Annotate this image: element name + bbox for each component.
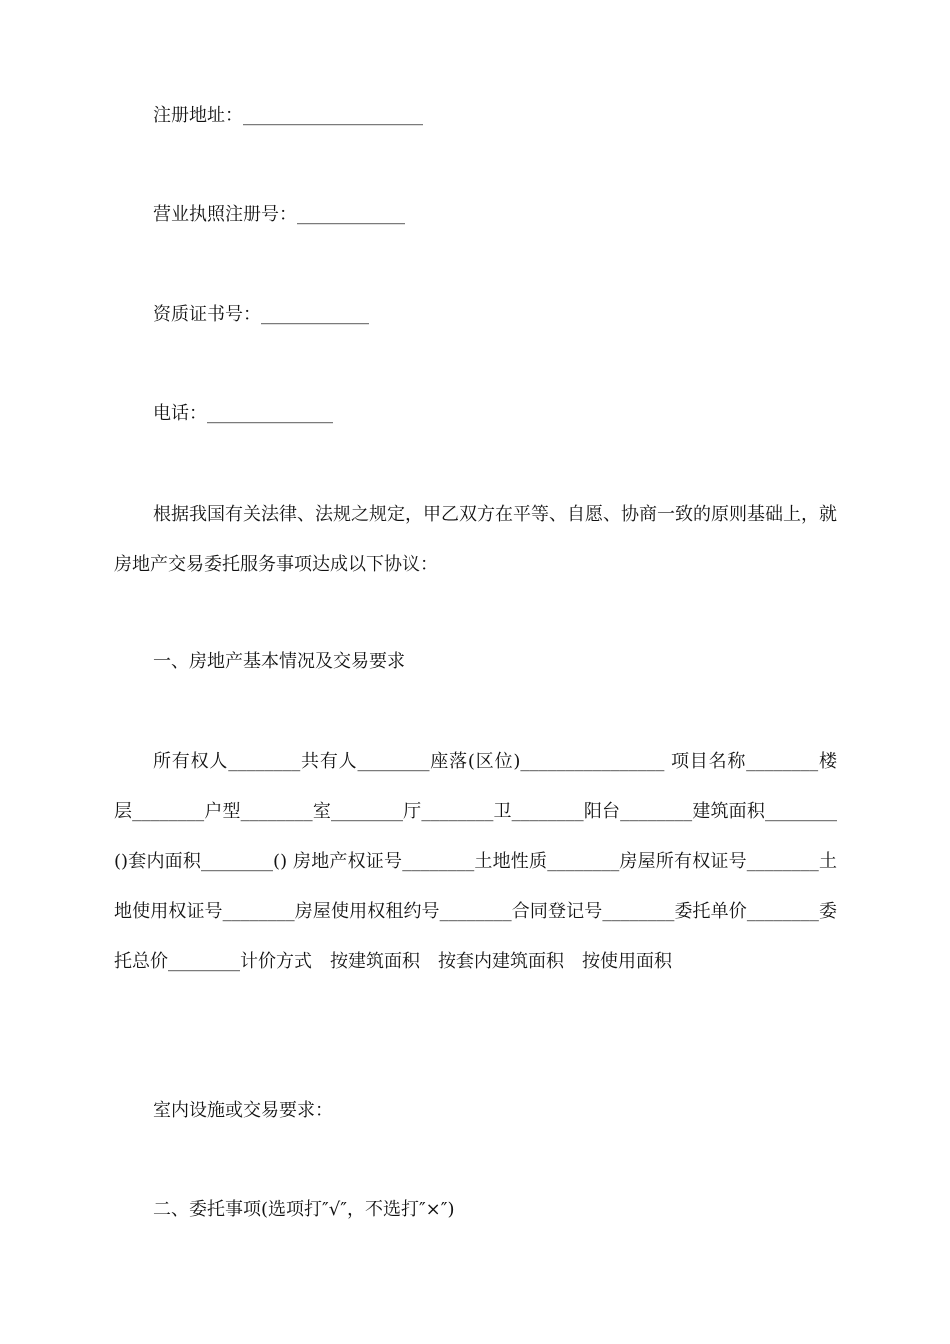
registered-address-field: 注册地址：____________________ bbox=[153, 105, 423, 126]
section-2-title: 二、委托事项(选项打″√″，不选打″×″) bbox=[153, 1199, 455, 1220]
business-license-field: 营业执照注册号：____________ bbox=[153, 204, 405, 225]
intro-paragraph: 根据我国有关法律、法规之规定，甲乙双方在平等、自愿、协商一致的原则基础上，就房地产交易委托服务事项达成以下协议： bbox=[114, 504, 837, 575]
section-1-title: 一、房地产基本情况及交易要求 bbox=[153, 651, 405, 672]
phone-field: 电话：______________ bbox=[153, 403, 333, 424]
indoor-facilities-label: 室内设施或交易要求： bbox=[153, 1100, 333, 1121]
property-details-paragraph: 所有权人________共有人________座落(区位)________________ 项目名称________楼层________户型________室________厅________卫________阳台________建筑面积________()套内面积________() 房地产权证号________土地性质________房屋所有权证号________土地使用权证号________房屋使用权租约号________合同登记号________委托单价________委托总价________计价方式 按建筑面积 按套内建筑面积 按使用面积 bbox=[114, 751, 837, 972]
qualification-cert-field: 资质证书号：____________ bbox=[153, 304, 369, 325]
